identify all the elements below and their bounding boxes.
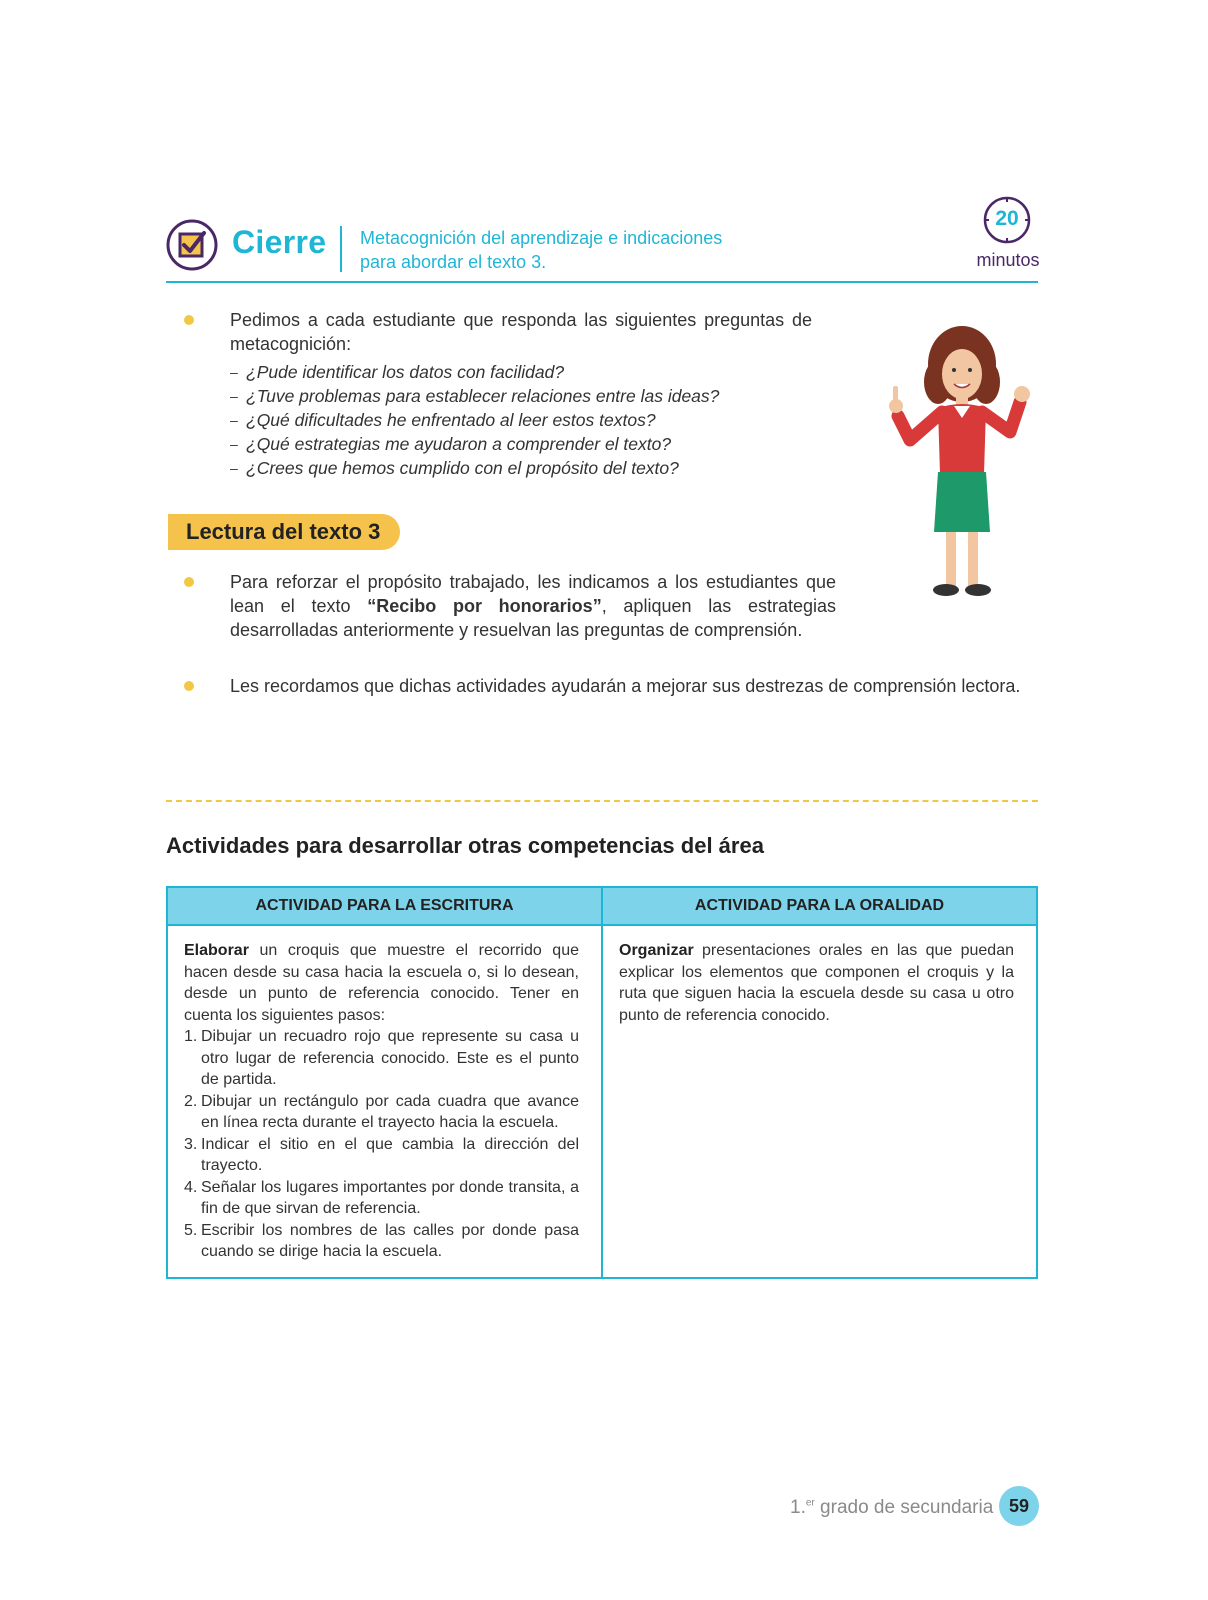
teacher-illustration [880, 322, 1040, 612]
orality-cell [601, 926, 1036, 1277]
grade-text: grado de secundaria [814, 1497, 994, 1518]
table-row [168, 926, 1036, 1277]
bullet-dot [184, 315, 194, 325]
metacognition-intro: Pedimos a cada estudiante que responda las siguientes preguntas de metacognición: [230, 310, 812, 354]
list-item [184, 1091, 579, 1134]
writing-steps [184, 1026, 579, 1263]
activities-table [166, 886, 1038, 1279]
list-item [184, 1220, 579, 1263]
step-text: Señalar los lugares importantes por donde transita, a fin de que sirvan de referencia. [201, 1178, 579, 1217]
step-number: 4. [184, 1178, 198, 1196]
reading-bullet-1 [184, 570, 836, 642]
writing-cell [168, 926, 601, 1277]
step-number: 5. [184, 1221, 198, 1239]
grade-label [790, 1497, 993, 1519]
writing-header: ACTIVIDAD PARA LA ESCRITURA [255, 897, 514, 914]
timer-value: 20 [995, 207, 1019, 230]
writing-lead [184, 940, 579, 1026]
step-number: 3. [184, 1135, 198, 1153]
reading-bullet-2 [184, 674, 1044, 698]
section-subtitle [360, 226, 780, 274]
reading-tag: Lectura del texto 3 [168, 514, 400, 550]
subtitle-line-2: para abordar el texto 3. [360, 252, 547, 272]
timer-unit: minutos [976, 250, 1040, 270]
subtitle-line-1: Metacognición del aprendizaje e indicaciones [360, 228, 723, 248]
step-text: Dibujar un rectángulo por cada cuadra que avance en línea recta durante el trayecto hacia la escuela. [201, 1092, 579, 1131]
writing-description: un croquis que muestre el recorrido que hacen desde su casa hacia la escuela o, si lo desean, desde un punto de referencia conocido. Tener en cuenta los siguientes pasos: [184, 942, 579, 1024]
list-item [184, 1026, 579, 1091]
step-number: 1. [184, 1028, 198, 1045]
list-item: – ¿Tuve problemas para establecer relaciones entre las ideas? [230, 384, 812, 408]
step-number: 2. [184, 1092, 198, 1110]
reading-instruction [230, 570, 836, 642]
dashed-divider [166, 800, 1038, 802]
bullet-dot [184, 681, 194, 691]
orality-lead [619, 940, 1014, 1026]
list-item [184, 1177, 579, 1220]
section-title: Cierre [232, 224, 327, 260]
list-item [184, 1134, 579, 1177]
step-text: Indicar el sitio en el que cambia la dirección del trayecto. [201, 1135, 579, 1174]
table-header-row [168, 888, 1036, 926]
list-item: – ¿Pude identificar los datos con facilidad? [230, 360, 812, 384]
activities-title: Actividades para desarrollar otras competencias del área [166, 833, 764, 858]
list-item: – ¿Crees que hemos cumplido con el propósito del texto? [230, 456, 812, 480]
orality-verb: Organizar [619, 942, 694, 959]
question-list [230, 360, 812, 480]
page-number: 59 [999, 1486, 1039, 1526]
header-divider [340, 226, 342, 272]
list-item: – ¿Qué estrategias me ayudaron a comprender el texto? [230, 432, 812, 456]
grade-ordinal: er [805, 1497, 815, 1509]
reading-reminder: Les recordamos que dichas actividades ayudarán a mejorar sus destrezas de comprensión lectora. [230, 676, 1021, 696]
metacognition-bullet [184, 308, 812, 480]
reading-text-end: , apliquen las estrategias desarrolladas anteriormente y resuelvan las preguntas de comprensión. [230, 596, 836, 640]
reading-title: “Recibo por honorarios” [367, 596, 602, 616]
step-text: Dibujar un recuadro rojo que represente su casa u otro lugar de referencia conocido. Este es el punto de partida. [201, 1028, 579, 1088]
orality-description: presentaciones orales en las que puedan explicar los elementos que componen el croquis y la ruta que siguen hacia la escuela desde su casa u otro punto de referencia conocido. [619, 942, 1014, 1024]
step-text: Escribir los nombres de las calles por donde pasa cuando se dirige hacia la escuela. [201, 1221, 579, 1260]
list-item: – ¿Qué dificultades he enfrentado al leer estos textos? [230, 408, 812, 432]
writing-verb: Elaborar [184, 942, 249, 959]
reading-text-start: Para reforzar el propósito trabajado, les indicamos a los estudiantes que lean el texto [230, 572, 836, 616]
bullet-dot [184, 577, 194, 587]
checkbox-icon [166, 219, 218, 271]
grade-number: 1. [790, 1497, 806, 1518]
header-rule [166, 281, 1038, 283]
orality-header: ACTIVIDAD PARA LA ORALIDAD [601, 888, 1036, 924]
